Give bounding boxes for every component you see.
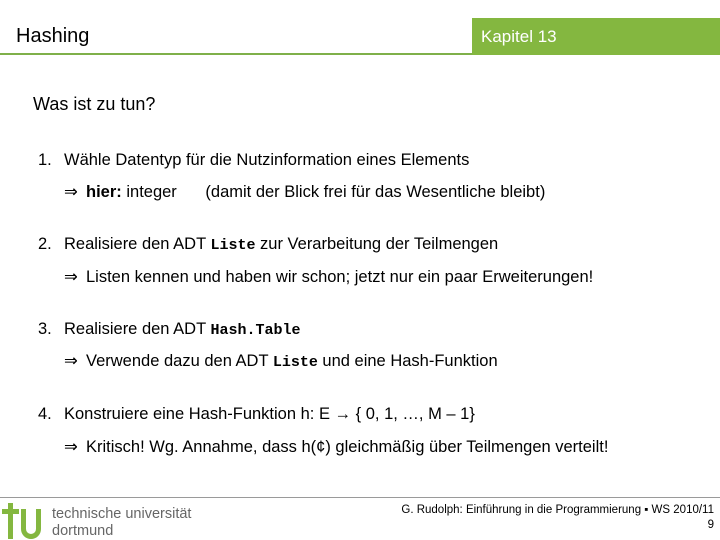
- list-item-3: [38, 320, 300, 339]
- item-text: Wähle Datentyp für die Nutzinformation eines Elements: [64, 151, 470, 169]
- slide-header: [0, 18, 720, 54]
- footer-divider: [0, 497, 720, 498]
- footer-credit: G. Rudolph: Einführung in die Programmierung ▪ WS 2010/11: [401, 504, 714, 516]
- implies-arrow-icon: ⇒: [64, 352, 78, 370]
- implies-arrow-icon: ⇒: [64, 268, 78, 286]
- list-item-4-detail: [64, 437, 608, 457]
- header-underline: [0, 53, 472, 55]
- detail-text-post: und eine Hash-Funktion: [317, 352, 498, 370]
- page-number: 9: [707, 519, 714, 531]
- list-item-2: [38, 235, 498, 254]
- detail-text: Listen kennen und haben wir schon; jetzt nur ein paar Erweiterungen!: [86, 268, 594, 286]
- item-text-pre: Realisiere den ADT: [64, 320, 211, 338]
- item-number: 3.: [38, 320, 52, 338]
- code-hashtable: Hash.Table: [210, 322, 301, 339]
- implies-arrow-icon: ⇒: [64, 183, 78, 201]
- item-text-post: zur Verarbeitung der Teilmengen: [255, 235, 499, 253]
- item-number: 4.: [38, 405, 52, 423]
- detail-note: (damit der Blick frei für das Wesentliche bleibt): [205, 183, 546, 201]
- footer-credit-block: [401, 503, 714, 533]
- logo-line-2: dortmund: [52, 523, 114, 539]
- detail-text-pre: Verwende dazu den ADT: [86, 352, 273, 370]
- slide-title: Hashing: [16, 25, 90, 47]
- tu-logo-icon: [2, 503, 46, 539]
- item-number: 2.: [38, 235, 52, 253]
- code-liste: Liste: [210, 237, 256, 254]
- detail-text: integer: [121, 183, 177, 201]
- item-text-pre: Realisiere den ADT: [64, 235, 211, 253]
- section-heading: Was ist zu tun?: [33, 94, 156, 114]
- detail-bold: hier:: [86, 183, 122, 201]
- code-liste: Liste: [272, 354, 318, 371]
- list-item-1-detail: [64, 182, 545, 202]
- chapter-label: Kapitel 13: [481, 27, 557, 46]
- implies-arrow-icon: ⇒: [64, 438, 78, 456]
- item-text: Konstruiere eine Hash-Funktion h: E → { 0, 1, …, M – 1}: [64, 405, 475, 423]
- logo-wordmark: [52, 506, 191, 540]
- item-number: 1.: [38, 151, 52, 169]
- detail-text: Kritisch! Wg. Annahme, dass h(¢) gleichmäßig über Teilmengen verteilt!: [86, 438, 609, 456]
- list-item-4: [38, 405, 475, 424]
- list-item-1: [38, 151, 469, 170]
- list-item-3-detail: [64, 351, 498, 371]
- university-logo: [2, 503, 202, 539]
- list-item-2-detail: [64, 267, 593, 287]
- logo-line-1: technische universität: [52, 506, 192, 522]
